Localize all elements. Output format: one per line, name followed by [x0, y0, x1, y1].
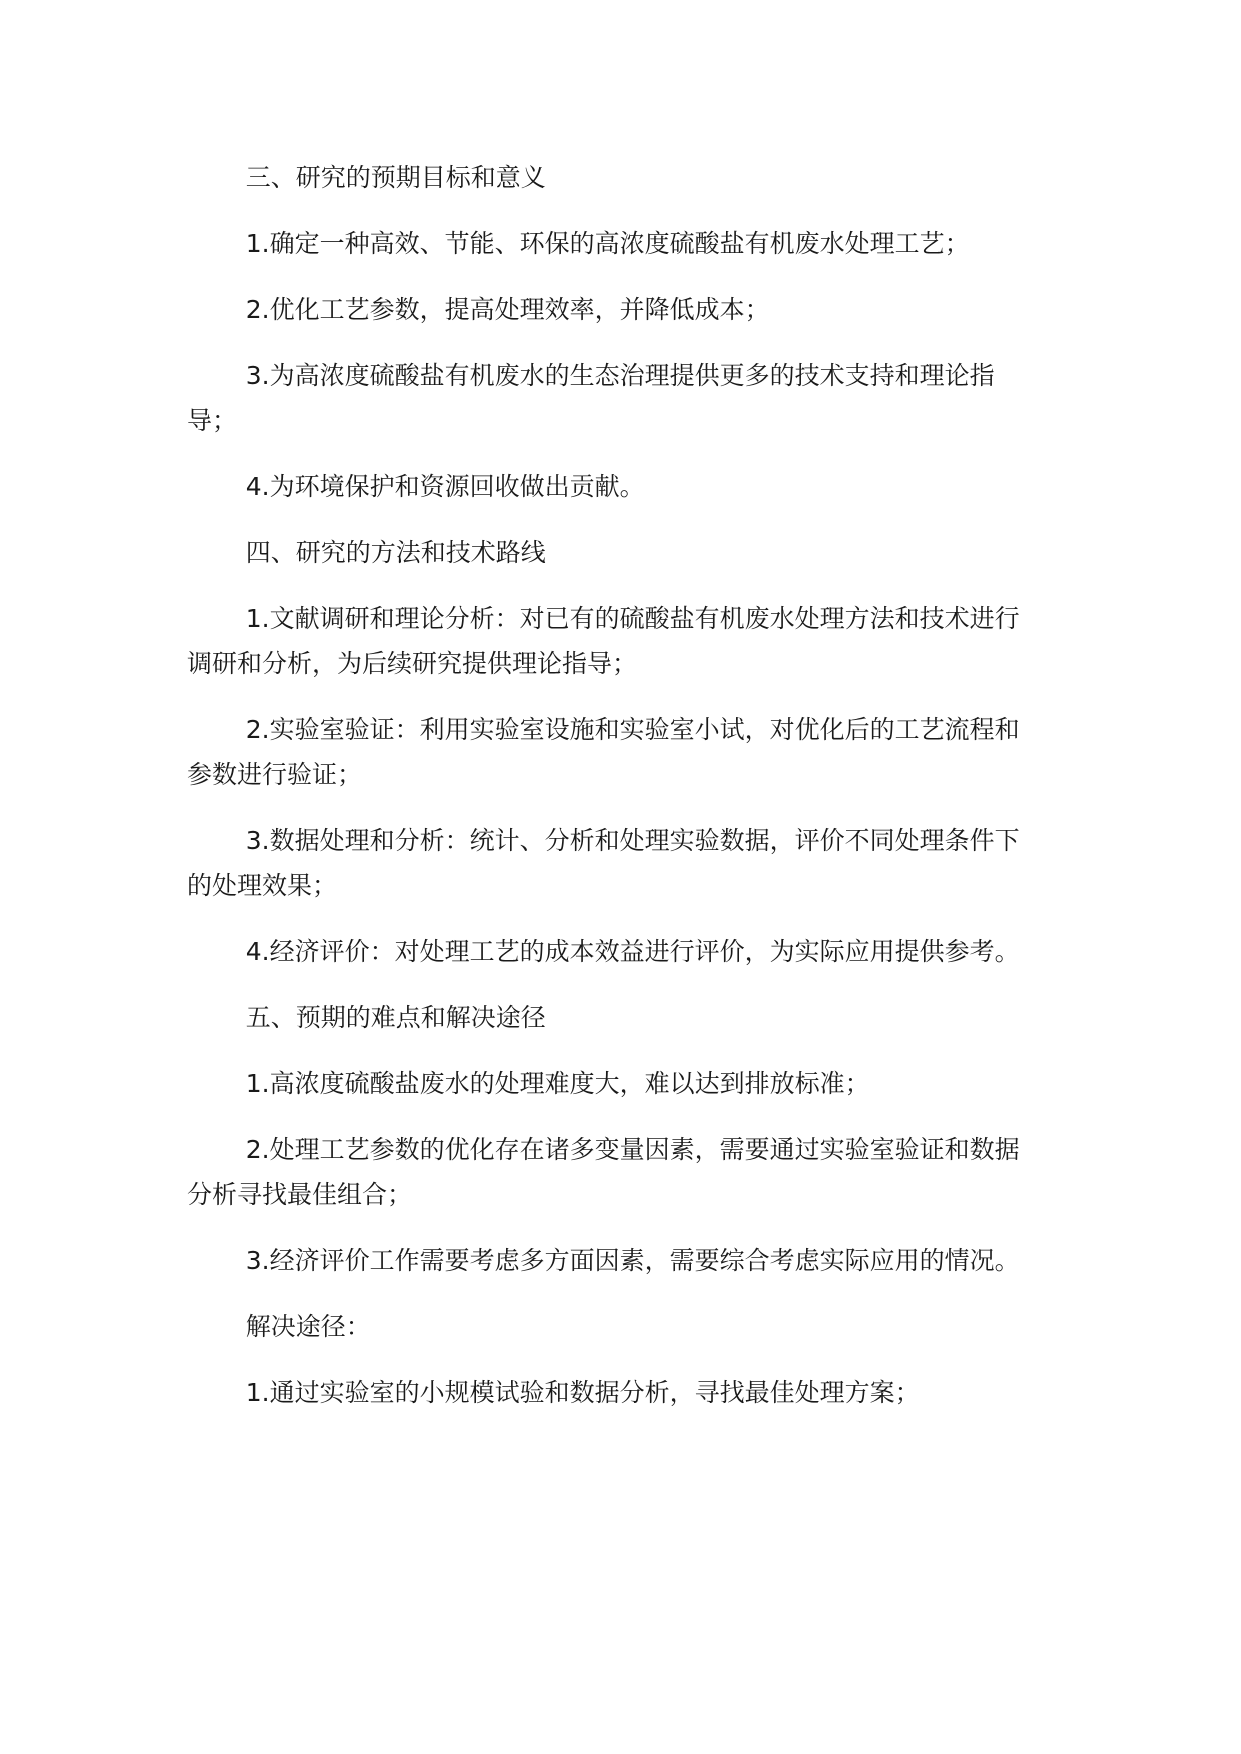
document-body	[187, 155, 1029, 1436]
paragraph: 1.高浓度硫酸盐废水的处理难度大，难以达到排放标准；	[245, 1069, 870, 1098]
paragraph: 2.优化工艺参数，提高处理效率，并降低成本；	[245, 295, 770, 324]
paragraph: 3.数据处理和分析：统计、分析和处理实验数据，评价不同处理条件下的处理效果；	[187, 826, 1020, 900]
paragraph: 1.文献调研和理论分析：对已有的硫酸盐有机废水处理方法和技术进行调研和分析，为后续研究提供理论指导；	[187, 604, 1020, 678]
paragraph: 3.为高浓度硫酸盐有机废水的生态治理提供更多的技术支持和理论指导；	[187, 361, 995, 435]
paragraph: 1.通过实验室的小规模试验和数据分析，寻找最佳处理方案；	[245, 1378, 920, 1407]
paragraph: 4.为环境保护和资源回收做出贡献。	[245, 472, 645, 501]
paragraph: 2.实验室验证：利用实验室设施和实验室小试，对优化后的工艺流程和参数进行验证；	[187, 715, 1020, 789]
section-heading-methods: 四、研究的方法和技术路线	[245, 538, 546, 567]
paragraph: 4.经济评价：对处理工艺的成本效益进行评价，为实际应用提供参考。	[245, 937, 1020, 966]
paragraph: 2.处理工艺参数的优化存在诸多变量因素，需要通过实验室验证和数据分析寻找最佳组合；	[187, 1135, 1020, 1209]
section-heading-difficulties: 五、预期的难点和解决途径	[245, 1003, 546, 1032]
section-heading-objectives: 三、研究的预期目标和意义	[245, 163, 546, 192]
paragraph: 3.经济评价工作需要考虑多方面因素，需要综合考虑实际应用的情况。	[245, 1246, 1020, 1275]
subheading-solutions: 解决途径：	[245, 1312, 371, 1341]
paragraph: 1.确定一种高效、节能、环保的高浓度硫酸盐有机废水处理工艺；	[245, 229, 970, 258]
